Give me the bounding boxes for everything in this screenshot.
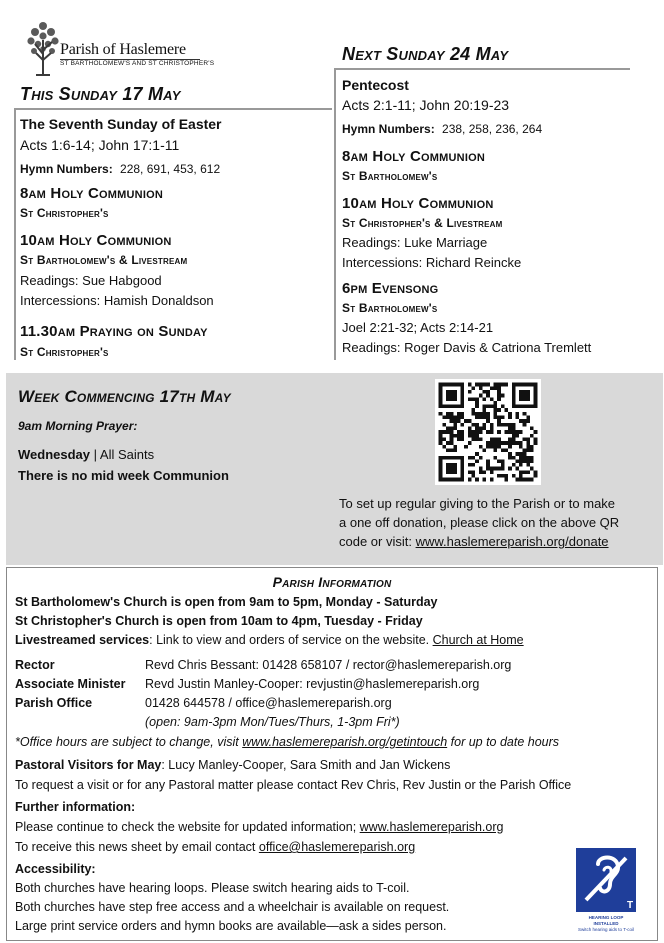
this-readings-ref: Acts 1:6-14; John 17:1-11: [20, 137, 180, 153]
giving-line-2: a one off donation, please click on the above QR: [339, 515, 620, 530]
getintouch-link[interactable]: www.haslemereparish.org/getintouch: [242, 735, 448, 749]
hearing-loop-sign: [576, 848, 636, 932]
hymn-label: Hymn Numbers:: [342, 122, 435, 136]
email-line: [15, 840, 415, 854]
this-svc-2-intercessions: Intercessions: Hamish Donaldson: [20, 293, 214, 308]
next-svc-3-readings-ref: Joel 2:21-32; Acts 2:14-21: [342, 320, 494, 335]
pastoral-line: [15, 758, 450, 772]
wednesday-value: All Saints: [99, 447, 155, 462]
open-st-bartholomew: St Bartholomew's Church is open from 9am to 5pm, Monday - Saturday: [15, 595, 438, 609]
office-note: [15, 735, 559, 749]
next-svc-3-readings: Readings: Roger Davis & Catriona Tremlett: [342, 340, 592, 355]
next-sunday-heading: Next Sunday 24 May: [342, 44, 509, 64]
hymn-numbers: 228, 691, 453, 612: [120, 162, 221, 176]
this-svc-1-location: St Christopher's: [20, 206, 109, 220]
this-occasion: The Seventh Sunday of Easter: [20, 116, 222, 132]
next-svc-2-intercessions: Intercessions: Richard Reincke: [342, 255, 522, 270]
no-communion: There is no mid week Communion: [18, 468, 229, 483]
contact-role-associate: Associate Minister: [15, 677, 126, 691]
this-sunday-box: [14, 108, 332, 360]
hearing-caption-2: Switch hearing aids to T-coil: [578, 927, 634, 932]
this-svc-3-location: St Christopher's: [20, 345, 109, 359]
livestream-line: [15, 633, 524, 647]
next-svc-1-time: 8am Holy Communion: [342, 148, 485, 165]
giving-line-1: To set up regular giving to the Parish or to make: [339, 496, 616, 511]
next-svc-3-location: St Bartholomew's: [342, 301, 438, 315]
contact-value-rector: Revd Chris Bessant: 01428 658107 / rector@haslemereparish.org: [145, 658, 512, 672]
next-readings-ref: Acts 2:1-11; John 20:19-23: [342, 97, 510, 113]
this-svc-2-location: St Bartholomew's & Livestream: [20, 253, 188, 267]
contact-role-office: Parish Office: [15, 696, 93, 710]
next-svc-2-location: St Christopher's & Livestream: [342, 216, 503, 230]
office-note-pre: *Office hours are subject to change, visit: [15, 735, 243, 749]
next-svc-2-time: 10am Holy Communion: [342, 195, 494, 212]
next-svc-3-time: 6pm Evensong: [342, 280, 439, 297]
hymn-label: Hymn Numbers:: [20, 162, 113, 176]
further-label: Further information:: [15, 800, 136, 814]
info-heading: Parish Information: [272, 574, 392, 590]
donate-link[interactable]: www.haslemereparish.org/donate: [415, 534, 609, 549]
next-svc-2-readings: Readings: Luke Marriage: [342, 235, 488, 250]
hymn-numbers: 238, 258, 236, 264: [442, 122, 543, 136]
this-sunday-heading: This Sunday 17 May: [20, 84, 181, 104]
tree-icon: [26, 20, 60, 76]
wednesday-label: Wednesday: [18, 447, 91, 462]
email-text: To receive this news sheet by email contact: [15, 840, 259, 854]
hearing-caption: HEARING LOOP INSTALLED: [588, 915, 624, 926]
this-svc-1-time: 8am Holy Communion: [20, 185, 163, 202]
wednesday-line: [18, 447, 154, 462]
access-line-2: Both churches have step free access and a wheelchair is available on request.: [15, 900, 450, 914]
website-link[interactable]: www.haslemereparish.org: [359, 820, 504, 834]
contact-value-associate: Revd Justin Manley-Cooper: revjustin@haslemereparish.org: [145, 677, 480, 691]
church-at-home-link[interactable]: Church at Home: [432, 633, 524, 647]
access-line-3: Large print service orders and hymn books are available—ask a sides person.: [15, 919, 447, 933]
svg-text:T: T: [627, 900, 634, 911]
access-line-1: Both churches have hearing loops. Please switch hearing aids to T-coil.: [15, 881, 410, 895]
week-panel: [6, 373, 663, 565]
access-label: Accessibility:: [15, 862, 96, 876]
pastoral-request: To request a visit or for any Pastoral matter please contact Rev Chris, Rev Justin or the Parish Office: [15, 778, 572, 792]
next-sunday-box: [334, 68, 630, 360]
wednesday-sep: |: [90, 447, 100, 462]
further-line: [15, 820, 503, 834]
next-occasion: Pentecost: [342, 77, 409, 93]
contact-role-rector: Rector: [15, 658, 55, 672]
this-svc-2-time: 10am Holy Communion: [20, 232, 172, 249]
parish-info-box: [6, 567, 658, 941]
this-hymns: [20, 162, 220, 176]
pastoral-label: Pastoral Visitors for May: [15, 758, 162, 772]
livestream-text: : Link to view and orders of service on the website.: [149, 633, 433, 647]
logo-subtitle: ST BARTHOLOMEW'S AND ST CHRISTOPHER'S: [60, 60, 215, 67]
qr-code[interactable]: [435, 379, 541, 485]
giving-text: code or visit:: [339, 534, 416, 549]
logo-name: Parish of Haslemere: [60, 41, 186, 58]
morning-prayer: 9am Morning Prayer:: [18, 419, 138, 433]
next-svc-1-location: St Bartholomew's: [342, 169, 438, 183]
hearing-loop-icon: [576, 848, 636, 912]
contact-value-office: 01428 644578 / office@haslemereparish.org: [145, 696, 392, 710]
office-email-link[interactable]: office@haslemereparish.org: [258, 840, 416, 854]
week-heading: Week Commencing 17th May: [18, 387, 231, 406]
livestream-label: Livestreamed services: [15, 633, 150, 647]
office-hours: (open: 9am-3pm Mon/Tues/Thurs, 1-3pm Fri*): [145, 715, 400, 729]
pastoral-names: : Lucy Manley-Cooper, Sara Smith and Jan Wickens: [161, 758, 451, 772]
further-text: Please continue to check the website for updated information;: [15, 820, 360, 834]
next-hymns: [342, 122, 542, 136]
office-note-post: for up to date hours: [447, 735, 560, 749]
this-svc-3-time: 11.30am Praying on Sunday: [20, 323, 208, 340]
this-svc-2-readings: Readings: Sue Habgood: [20, 273, 162, 288]
open-st-christopher: St Christopher's Church is open from 10am to 4pm, Tuesday - Friday: [15, 614, 423, 628]
giving-line-3: [339, 534, 609, 549]
